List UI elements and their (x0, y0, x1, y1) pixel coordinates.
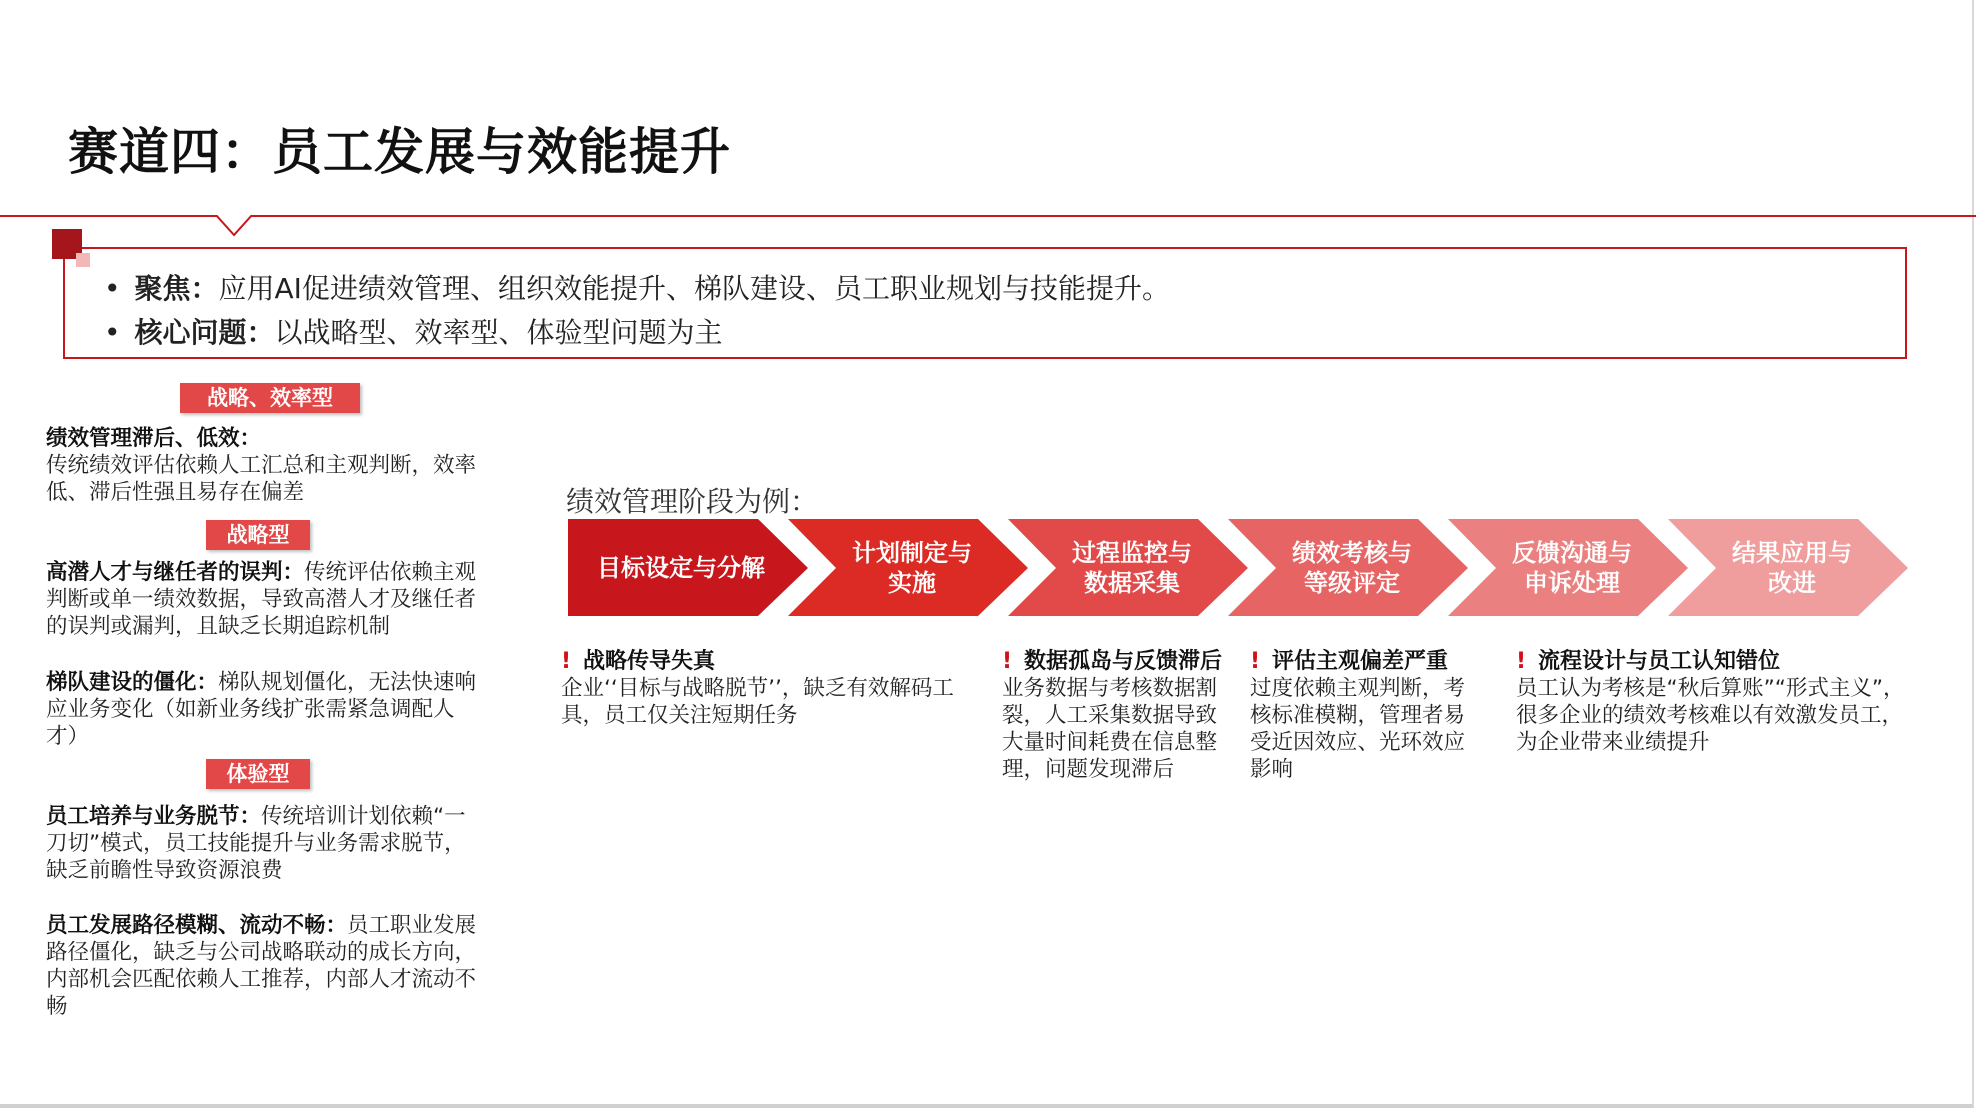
problem-training (46, 803, 486, 884)
issue-body: 企业‘‘目标与战略脱节’’，缺乏有效解码工具，员工仅关注短期任务 (561, 676, 954, 728)
stage-text-line2: 申诉处理 (1524, 569, 1620, 597)
issue-head: 数据孤岛与反馈滞后 (1024, 649, 1223, 674)
problem-career-path (46, 912, 486, 1020)
issue-body: 员工认为考核是“秋后算账”“形式主义”，很多企业的绩效考核难以有效激发员工，为企业带来业绩提升 (1516, 676, 1905, 755)
issue-process-misalignment (1516, 648, 1906, 756)
problem-head: 梯队建设的僵化： (46, 670, 219, 695)
warning-icon: ! (1516, 649, 1527, 674)
issue-strategy-distortion (561, 648, 961, 729)
problem-head: 员工培养与业务脱节： (46, 804, 262, 829)
issue-head: 评估主观偏差严重 (1272, 649, 1449, 674)
stage-text: 目标设定与分解 (597, 554, 765, 582)
stage-label-3 (1052, 519, 1212, 617)
issue-head: 战略传导失真 (583, 649, 716, 674)
warning-icon: ! (1250, 649, 1261, 674)
core-issue-line (104, 311, 723, 351)
corner-decoration-accent (76, 253, 90, 267)
tag-strategy-efficiency: 战略、效率型 (180, 383, 360, 413)
focus-label: 聚焦： (134, 272, 219, 305)
bullet: • (104, 316, 121, 349)
issue-subjective-bias (1250, 648, 1465, 783)
stage-text-line1: 计划制定与 (852, 539, 972, 567)
stage-label-2 (832, 519, 992, 617)
stage-text-line2: 实施 (888, 569, 936, 597)
issue-head: 流程设计与员工认知错位 (1538, 649, 1781, 674)
issue-body: 业务数据与考核数据割裂，人工采集数据导致大量时间耗费在信息整理，问题发现滞后 (1002, 676, 1218, 782)
stage-text-line1: 绩效考核与 (1292, 539, 1412, 567)
stage-text-line2: 数据采集 (1084, 569, 1180, 597)
process-caption: 绩效管理阶段为例： (566, 485, 819, 518)
stage-text-line1: 过程监控与 (1072, 539, 1192, 567)
divider-notch (216, 215, 252, 237)
stage-label-5 (1492, 519, 1652, 617)
problem-head: 高潜人才与继任者的误判： (46, 560, 305, 585)
warning-icon: ! (561, 649, 572, 674)
problem-body: 传统培训计划依赖“一刀切”模式，员工技能提升与业务需求脱节，缺乏前瞻性导致资源浪费 (46, 804, 466, 883)
tag-experience: 体验型 (206, 759, 310, 789)
stage-label-6 (1712, 519, 1872, 617)
issue-body: 过度依赖主观判断，考核标准模糊，管理者易受近因效应、光环效应影响 (1250, 676, 1466, 782)
page-title: 赛道四：员工发展与效能提升 (68, 123, 731, 181)
problem-body: 梯队规划僵化，无法快速响应业务变化（如新业务线扩张需紧急调配人才） (46, 670, 477, 749)
stage-text-line1: 反馈沟通与 (1512, 539, 1632, 567)
problem-high-potential (46, 559, 486, 640)
problem-body: 员工职业发展路径僵化，缺乏与公司战略联动的成长方向，内部机会匹配依赖人工推荐，内部人才流动不畅 (46, 913, 477, 1019)
issue-data-silo (1002, 648, 1234, 783)
title-divider (0, 215, 1976, 217)
problem-performance-lag (46, 425, 486, 506)
stage-label-4 (1272, 519, 1432, 617)
stage-label-1 (576, 519, 786, 617)
bullet: • (104, 272, 121, 305)
problem-body: 传统绩效评估依赖人工汇总和主观判断，效率低、滞后性强且易存在偏差 (46, 453, 477, 505)
focus-text: 应用AI促进绩效管理、组织效能提升、梯队建设、员工职业规划与技能提升。 (218, 272, 1170, 305)
stage-text-line2: 改进 (1768, 569, 1816, 597)
core-issue-text: 以战略型、效率型、体验型问题为主 (274, 316, 723, 349)
tag-strategy: 战略型 (206, 520, 310, 550)
stage-text-line1: 结果应用与 (1732, 539, 1852, 567)
warning-icon: ! (1002, 649, 1013, 674)
stage-text-line2: 等级评定 (1304, 569, 1400, 597)
core-issue-label: 核心问题： (134, 316, 275, 349)
focus-line (104, 267, 1170, 307)
problem-body: 传统评估依赖主观判断或单一绩效数据，导致高潜人才及继任者的误判或漏判，且缺乏长期追踪机制 (46, 560, 477, 639)
problem-head: 员工发展路径模糊、流动不畅： (46, 913, 348, 938)
problem-echelon (46, 669, 486, 750)
problem-head: 绩效管理滞后、低效： (46, 426, 262, 451)
